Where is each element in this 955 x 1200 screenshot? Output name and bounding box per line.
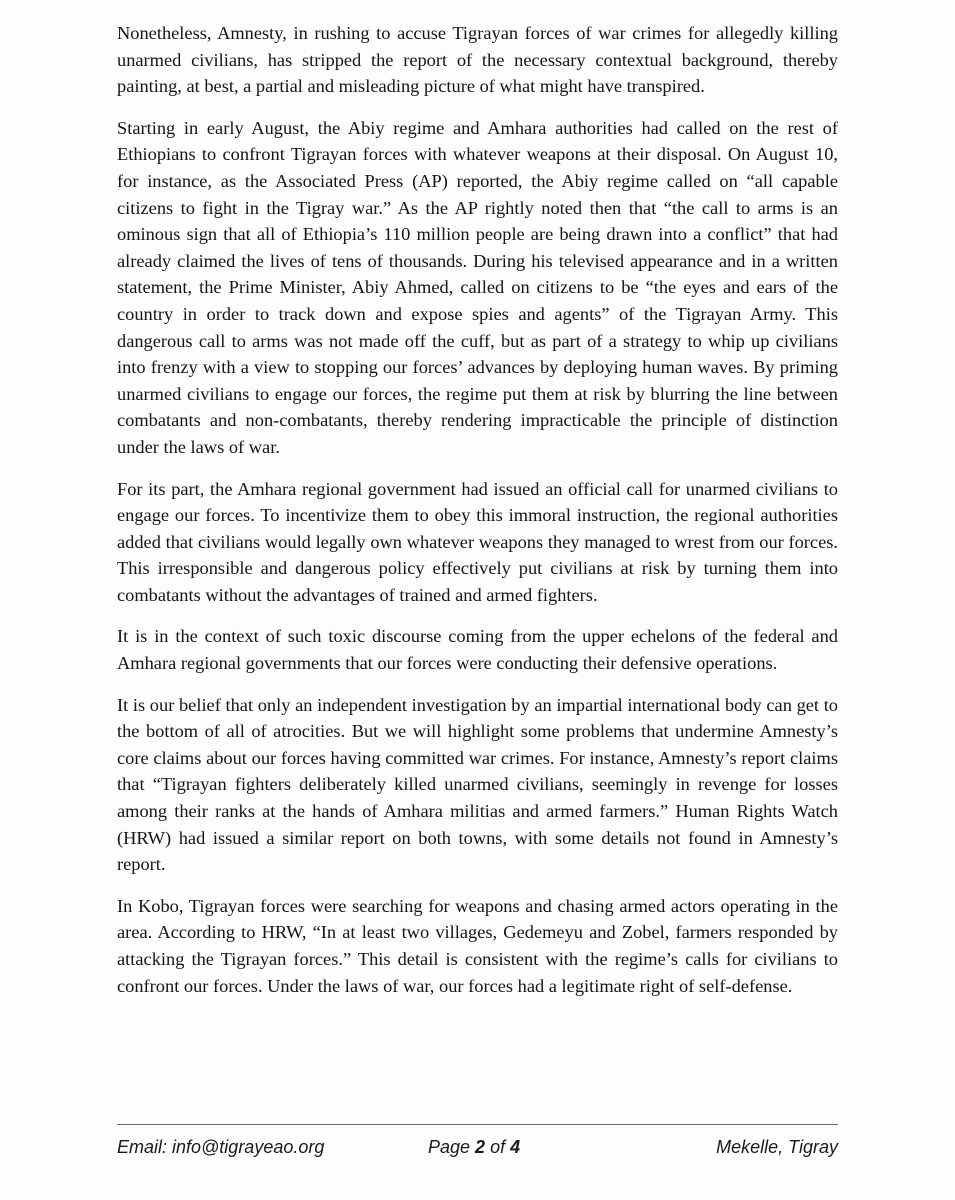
paragraph: Starting in early August, the Abiy regime and Amhara authorities had called on the rest of Ethiopians to confront Tigrayan forces with whatever weapons at their disposal. On August 10, for instance, as the Associated Press (AP) reported, the Abiy regime called on “all capable citizens to fight in the Tigray war.” As the AP rightly noted then that “the call to arms is an ominous sign that all of Ethiopia’s 110 million people are being drawn into a conflict” that had already claimed the lives of tens of thousands. During his televised appearance and in a written statement, the Prime Minister, Abiy Ahmed, called on citizens to be “the eyes and ears of the country in order to track down and expose spies and agents” of the Tigrayan Army. This dangerous call to arms was not made off the cuff, but as part of a strategy to whip up civilians into frenzy with a view to stopping our forces’ advances by deploying human waves. By priming unarmed civilians to engage our forces, the regime put them at risk by blurring the line between combatants and non-combatants, thereby rendering impracticable the principle of distinction under the laws of war. <box>117 117 838 457</box>
paragraph: It is our belief that only an independent investigation by an impartial international body can get to the bottom of all of atrocities. But we will highlight some problems that undermine Amnesty’s core claims about our forces having committed war crimes. For instance, Amnesty’s report claims that “Tigrayan fighters deliberately killed unarmed civilians, seemingly in revenge for losses among their ranks at the hands of Amhara militias and armed farmers.” Human Rights Watch (HRW) had issued a similar report on both towns, with some details not found in Amnesty’s report. <box>117 694 838 875</box>
document-body <box>117 20 838 1014</box>
paragraph: For its part, the Amhara regional government had issued an official call for unarmed civilians to engage our forces. To incentivize them to obey this immoral instruction, the regional authorities added that civilians would legally own whatever weapons they managed to wrest from our forces. This irresponsible and dangerous policy effectively put civilians at risk by turning them into combatants without the advantages of trained and armed fighters. <box>117 478 838 605</box>
page-number-of: of <box>485 1137 511 1157</box>
page-number <box>428 1133 520 1161</box>
paragraph: In Kobo, Tigrayan forces were searching for weapons and chasing armed actors operating in the area. According to HRW, “In at least two villages, Gedemeyu and Zobel, farmers responded by attacking the Tigrayan forces.” This detail is consistent with the regime’s calls for civilians to confront our forces. Under the laws of war, our forces had a legitimate right of self-defense. <box>117 895 838 996</box>
paragraph: Nonetheless, Amnesty, in rushing to accuse Tigrayan forces of war crimes for allegedly killing unarmed civilians, has stripped the report of the necessary contextual background, thereby painting, at best, a partial and misleading picture of what might have transpired. <box>117 23 838 97</box>
page-number-current: 2 <box>475 1137 486 1157</box>
footer-email: Email: info@tigrayeao.org <box>117 1137 325 1157</box>
page-number-total: 4 <box>510 1137 521 1157</box>
footer-divider <box>117 1124 838 1125</box>
page-footer <box>117 1133 838 1161</box>
paragraph: It is in the context of such toxic discourse coming from the upper echelons of the federal and Amhara regional governments that our forces were conducting their defensive operations. <box>117 626 838 674</box>
page-number-prefix: Page <box>428 1137 476 1157</box>
footer-location: Mekelle, Tigray <box>716 1137 838 1157</box>
